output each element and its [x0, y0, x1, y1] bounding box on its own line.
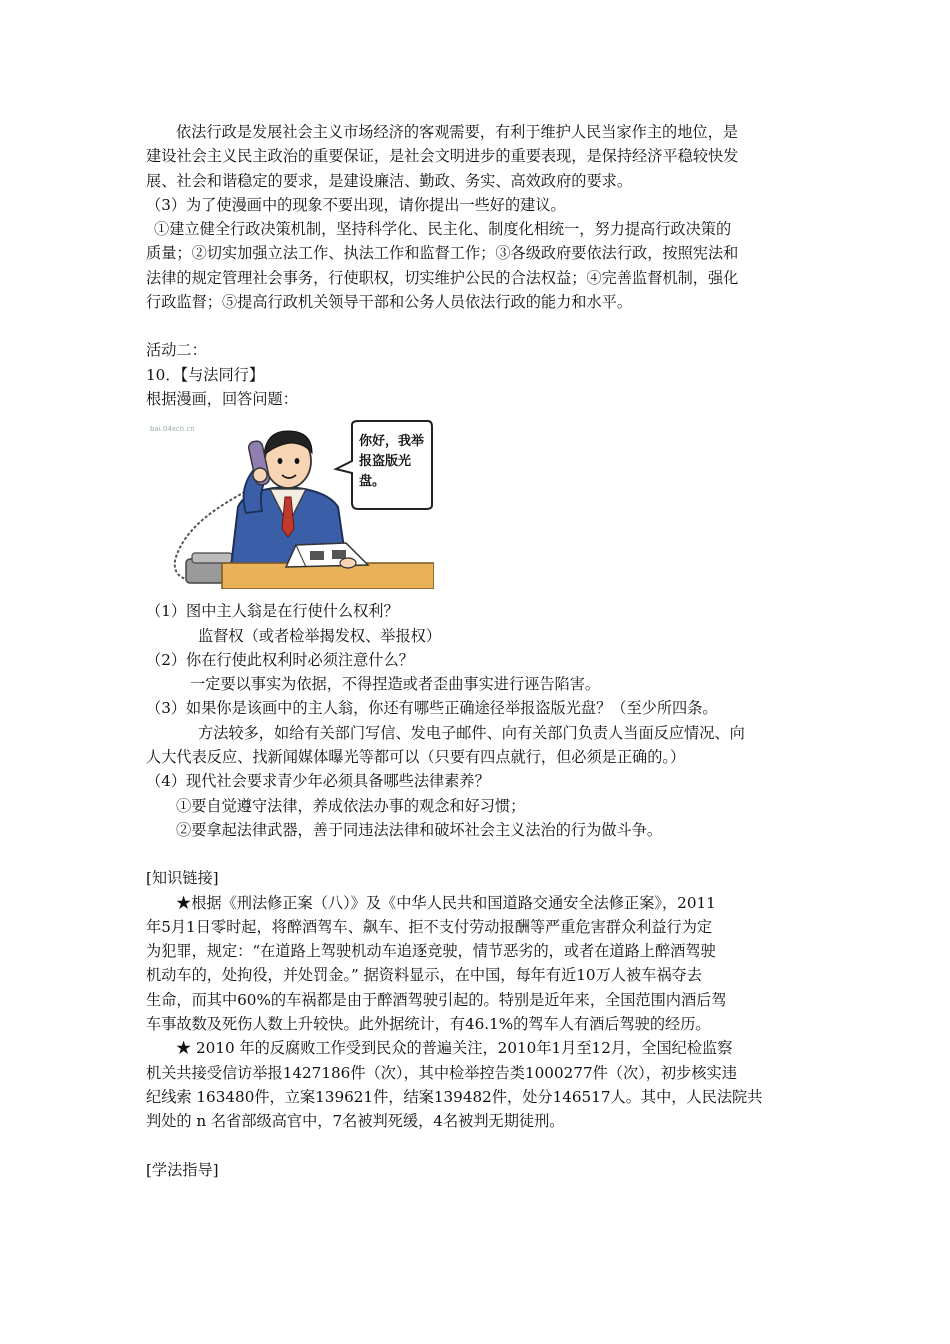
activity-label: 活动二：	[146, 341, 207, 360]
knowledge-line: 判处的 n 名省部级高官中，7名被判死缓，4名被判无期徒刑。	[146, 1112, 565, 1131]
speech-bubble-text: 你好，我举报盗版光盘。	[359, 434, 425, 490]
question-2: （2）你在行使此权利时必须注意什么？	[146, 650, 414, 669]
paragraph-line: 依法行政是发展社会主义市场经济的客观需要，有利于维护人民当家作主的地位，是	[176, 123, 738, 141]
answer-4-item: ①要自觉遵守法律，养成依法办事的观念和好习惯；	[176, 796, 526, 815]
paragraph-line: ①建立健全行政决策机制，坚持科学化、民主化、制度化相统一，努力提高行政决策的	[154, 220, 732, 239]
paragraph-line: 法律的规定管理社会事务，行使职权，切实维护公民的合法权益；④完善监督机制，强化	[146, 268, 739, 287]
knowledge-line: 机动车的，处拘役，并处罚金。” 据资料显示，在中国，每年有近10万人被车祸夺去	[146, 966, 702, 985]
question-instruction: 根据漫画，回答问题：	[146, 389, 298, 408]
knowledge-line: 生命，而其中60%的车祸都是由于醉酒驾驶引起的。特别是近年来，全国范围内酒后驾	[146, 990, 727, 1009]
knowledge-line: 机关共接受信访举报1427186件（次），其中检举控告类1000277件（次），初步核实违	[146, 1063, 737, 1082]
answer-3-line: 方法较多，如给有关部门写信、发电子邮件、向有关部门负责人当面反应情况、向	[198, 723, 745, 742]
answer-2: 一定要以事实为依据，不得捏造或者歪曲事实进行诬告陷害。	[190, 675, 601, 694]
answer-3-line: 人大代表反应、找新闻媒体曝光等都可以（只要有四点就行，但必须是正确的。）	[146, 748, 686, 767]
study-heading: [学法指导]	[146, 1160, 219, 1179]
answer-4-item: ②要拿起法律武器，善于同违法法律和破坏社会主义法治的行为做斗争。	[176, 820, 662, 839]
answer-1: 监督权（或者检举揭发权、举报权）	[198, 626, 441, 645]
knowledge-line: ★ 2010 年的反腐败工作受到民众的普遍关注，2010年1月至12月，全国纪检监察	[176, 1039, 733, 1058]
paragraph-line: 质量；②切实加强立法工作、执法工作和监督工作；③各级政府要依法行政，按照宪法和	[146, 244, 739, 263]
watermark-top: bai.04xcn.cn	[150, 425, 195, 434]
question-title: 10．【与法同行】	[146, 365, 265, 384]
question-4: （4）现代社会要求青少年必须具备哪些法律素养？	[146, 772, 490, 791]
knowledge-line: 车事故数及死伤人数上升较快。此外据统计，有46.1%的驾车人有酒后驾驶的经历。	[146, 1015, 711, 1034]
knowledge-heading: [知识链接]	[146, 869, 219, 888]
knowledge-line: 为犯罪，规定：“在道路上驾驶机动车追逐竞驶，情节恶劣的，或者在道路上醉酒驾驶	[146, 942, 716, 961]
paragraph-line: 行政监督；⑤提高行政机关领导干部和公务人员依法行政的能力和水平。	[146, 293, 632, 312]
cartoon-image	[146, 417, 434, 589]
knowledge-line: ★根据《刑法修正案（八）》及《中华人民共和国道路交通安全法修正案》，2011	[176, 893, 716, 912]
document-page	[146, 120, 812, 1182]
question-3: （3）如果你是该画中的主人翁，你还有哪些正确途径举报盗版光盘？（至少所四条。	[146, 699, 718, 718]
question-1: （1）图中主人翁是在行使什么权利？	[146, 602, 399, 621]
knowledge-line: 年5月1日零时起，将醉酒驾车、飙车、拒不支付劳动报酬等严重危害群众利益行为定	[146, 917, 713, 936]
paragraph-line: 展、社会和谐稳定的要求，是建设廉洁、勤政、务实、高效政府的要求。	[146, 171, 632, 190]
question-3-prompt: （3）为了使漫画中的现象不要出现，请你提出一些好的建议。	[146, 195, 566, 214]
knowledge-line: 纪线索 163480件，立案139621件，结案139482件，处分146517人。其中，人民法院共	[146, 1087, 763, 1106]
paragraph-line: 建设社会主义民主政治的重要保证，是社会文明进步的重要表现，是保持经济平稳较快发	[146, 147, 739, 166]
